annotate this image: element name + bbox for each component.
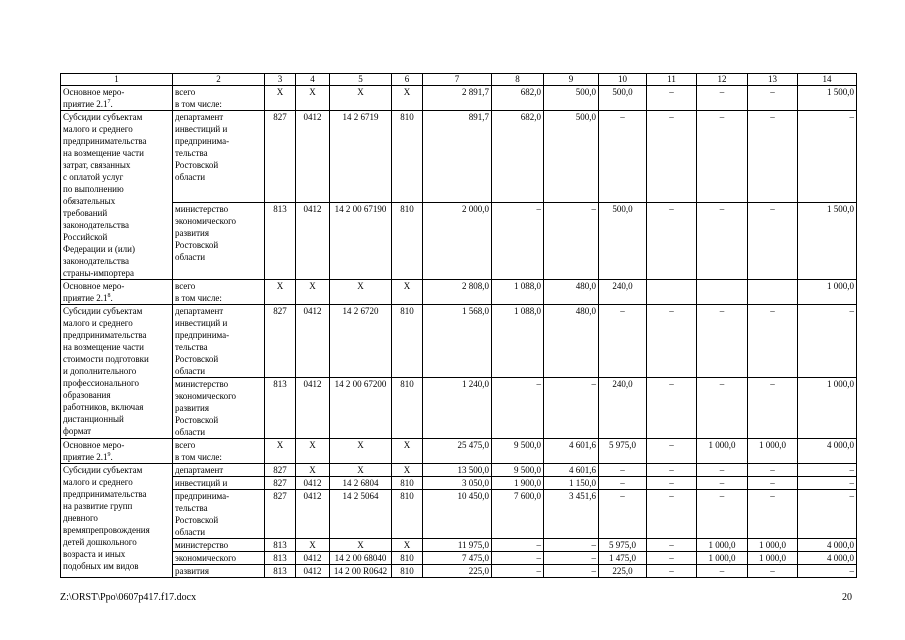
- description-line: на развитие групп: [63, 501, 133, 511]
- value-cell: 810: [392, 378, 423, 439]
- value-cell: 240,0: [599, 378, 647, 439]
- table-row: [61, 439, 857, 464]
- value-cell: –: [647, 111, 697, 203]
- value-cell: 480,0: [544, 280, 599, 305]
- executor-line: области: [175, 427, 206, 437]
- executor-line: Ростовской: [175, 354, 219, 364]
- value-cell: 25 475,0: [423, 439, 492, 464]
- value-cell: 1 000,0: [748, 439, 798, 464]
- value-cell: –: [599, 305, 647, 378]
- description-line: по выполнению: [63, 184, 124, 194]
- value-cell: [697, 280, 748, 305]
- description-line: требований: [63, 208, 108, 218]
- value-cell: 1 500,0: [798, 86, 857, 111]
- executor-line: в том числе:: [175, 452, 222, 462]
- value-cell: –: [798, 305, 857, 378]
- table-row: [61, 477, 857, 490]
- value-cell: Х: [296, 439, 330, 464]
- value-cell: 0412: [296, 477, 330, 490]
- executor-cell: [173, 305, 265, 378]
- value-cell: 1 000,0: [697, 552, 748, 565]
- description-line: предпринимательства: [63, 489, 147, 499]
- executor-cell: [173, 111, 265, 203]
- value-cell: Х: [265, 439, 296, 464]
- budget-table-page: [60, 73, 856, 578]
- value-cell: 1 500,0: [798, 203, 857, 280]
- description-line: стоимости подготовки: [63, 354, 149, 364]
- value-cell: 9 500,0: [492, 464, 544, 477]
- value-cell: 810: [392, 552, 423, 565]
- value-cell: 480,0: [544, 305, 599, 378]
- value-cell: 14 2 00 68040: [330, 552, 392, 565]
- event-title-line: [63, 86, 170, 98]
- column-header: 9: [544, 74, 599, 86]
- description-line: обязательных: [63, 196, 116, 206]
- table-row: [61, 305, 857, 378]
- description-line: малого и среднего: [63, 477, 133, 487]
- value-cell: –: [697, 378, 748, 439]
- event-description: [61, 464, 173, 578]
- value-cell: 0412: [296, 490, 330, 539]
- value-cell: 1 000,0: [697, 439, 748, 464]
- description-line: формат: [63, 426, 92, 436]
- description-line: предпринимательства: [63, 136, 147, 146]
- description-line: детей дошкольного: [63, 537, 137, 547]
- event-title: [61, 280, 173, 305]
- executor-line: инвестиций и: [175, 124, 228, 134]
- description-line: Федерации и (или): [63, 244, 135, 254]
- value-cell: 11 975,0: [423, 539, 492, 552]
- value-cell: 810: [392, 111, 423, 203]
- executor-line: области: [175, 366, 206, 376]
- value-cell: –: [697, 565, 748, 578]
- value-cell: –: [492, 552, 544, 565]
- executor-line: развития: [175, 566, 210, 576]
- column-header: 6: [392, 74, 423, 86]
- event-title: [61, 439, 173, 464]
- description-line: на возмещение части: [63, 148, 144, 158]
- value-cell: [647, 280, 697, 305]
- value-cell: –: [647, 565, 697, 578]
- value-cell: Х: [265, 280, 296, 305]
- table-row: [61, 378, 857, 439]
- description-line: малого и среднего: [63, 318, 133, 328]
- column-header: 14: [798, 74, 857, 86]
- executor-line: департамент: [175, 465, 224, 475]
- description-line: с оплатой услуг: [63, 172, 124, 182]
- value-cell: 14 2 6719: [330, 111, 392, 203]
- value-cell: Х: [330, 539, 392, 552]
- value-cell: –: [748, 203, 798, 280]
- event-title-line: [63, 292, 170, 304]
- event-description: [61, 305, 173, 439]
- value-cell: 813: [265, 565, 296, 578]
- column-header: 11: [647, 74, 697, 86]
- value-cell: 1 000,0: [798, 280, 857, 305]
- value-cell: –: [748, 86, 798, 111]
- description-line: образования: [63, 390, 111, 400]
- value-cell: 4 601,6: [544, 439, 599, 464]
- value-cell: 0412: [296, 565, 330, 578]
- table-row: [61, 464, 857, 477]
- table-row: [61, 86, 857, 111]
- description-line: затрат, связанных: [63, 160, 131, 170]
- value-cell: 500,0: [544, 86, 599, 111]
- value-cell: Х: [392, 439, 423, 464]
- value-cell: 1 150,0: [544, 477, 599, 490]
- value-cell: 13 500,0: [423, 464, 492, 477]
- value-cell: Х: [296, 464, 330, 477]
- value-cell: –: [544, 552, 599, 565]
- executor-line: Ростовской: [175, 160, 219, 170]
- value-cell: 891,7: [423, 111, 492, 203]
- executor-line: в том числе:: [175, 99, 222, 109]
- value-cell: –: [798, 490, 857, 539]
- value-cell: –: [798, 464, 857, 477]
- value-cell: 0412: [296, 305, 330, 378]
- value-cell: –: [798, 477, 857, 490]
- value-cell: –: [599, 464, 647, 477]
- value-cell: 14 2 00 67190: [330, 203, 392, 280]
- event-title-suffix: .: [110, 99, 113, 109]
- executor-cell: [173, 464, 265, 477]
- executor-line: министерство: [175, 379, 229, 389]
- value-cell: –: [492, 378, 544, 439]
- description-line: предпринимательства: [63, 330, 147, 340]
- value-cell: 14 2 6804: [330, 477, 392, 490]
- value-cell: 810: [392, 565, 423, 578]
- value-cell: Х: [296, 86, 330, 111]
- executor-cell: [173, 552, 265, 565]
- value-cell: 827: [265, 464, 296, 477]
- column-header: 8: [492, 74, 544, 86]
- value-cell: 14 2 6720: [330, 305, 392, 378]
- page-number: 20: [842, 592, 852, 603]
- value-cell: –: [492, 565, 544, 578]
- value-cell: 240,0: [599, 280, 647, 305]
- value-cell: –: [748, 565, 798, 578]
- value-cell: 4 000,0: [798, 552, 857, 565]
- executor-line: Ростовской: [175, 415, 219, 425]
- value-cell: Х: [392, 539, 423, 552]
- value-cell: 810: [392, 477, 423, 490]
- value-cell: Х: [265, 86, 296, 111]
- value-cell: –: [748, 490, 798, 539]
- executor-cell: [173, 378, 265, 439]
- value-cell: 827: [265, 305, 296, 378]
- value-cell: Х: [330, 86, 392, 111]
- event-title-sup: 9: [107, 452, 111, 458]
- description-line: времяпрепровождения: [63, 525, 150, 535]
- value-cell: 2 808,0: [423, 280, 492, 305]
- value-cell: 813: [265, 539, 296, 552]
- event-title-text: приятие 2.1: [63, 452, 108, 462]
- value-cell: –: [798, 565, 857, 578]
- value-cell: 1 240,0: [423, 378, 492, 439]
- description-line: профессионального: [63, 378, 139, 388]
- column-header: 10: [599, 74, 647, 86]
- value-cell: 0412: [296, 552, 330, 565]
- value-cell: 0412: [296, 111, 330, 203]
- column-header: 3: [265, 74, 296, 86]
- executor-line: всего: [175, 87, 196, 97]
- value-cell: Х: [392, 464, 423, 477]
- value-cell: –: [647, 477, 697, 490]
- executor-line: всего: [175, 440, 196, 450]
- value-cell: 813: [265, 378, 296, 439]
- executor-cell: [173, 565, 265, 578]
- value-cell: 225,0: [423, 565, 492, 578]
- description-line: Российской: [63, 232, 108, 242]
- value-cell: –: [599, 477, 647, 490]
- value-cell: –: [798, 111, 857, 203]
- table-row: [61, 539, 857, 552]
- value-cell: 4 000,0: [798, 439, 857, 464]
- value-cell: –: [647, 490, 697, 539]
- value-cell: Х: [330, 464, 392, 477]
- value-cell: –: [748, 464, 798, 477]
- executor-line: всего: [175, 281, 196, 291]
- event-description: [61, 111, 173, 280]
- value-cell: –: [748, 111, 798, 203]
- executor-cell: [173, 490, 265, 539]
- description-line: Субсидии субъектам: [63, 465, 143, 475]
- value-cell: 7 475,0: [423, 552, 492, 565]
- executor-line: Ростовской: [175, 515, 219, 525]
- value-cell: 4 000,0: [798, 539, 857, 552]
- value-cell: –: [544, 203, 599, 280]
- executor-line: предпринима-: [175, 330, 230, 340]
- event-title-sup: 7: [107, 99, 111, 105]
- event-title-line: [63, 98, 170, 110]
- description-line: дневного: [63, 513, 98, 523]
- value-cell: 500,0: [544, 111, 599, 203]
- value-cell: 827: [265, 111, 296, 203]
- value-cell: 7 600,0: [492, 490, 544, 539]
- executor-line: тельства: [175, 148, 208, 158]
- executor-line: министерство: [175, 540, 229, 550]
- value-cell: 1 088,0: [492, 305, 544, 378]
- executor-cell: [173, 539, 265, 552]
- value-cell: 5 975,0: [599, 539, 647, 552]
- description-line: на возмещение части: [63, 342, 144, 352]
- executor-line: экономического: [175, 216, 237, 227]
- value-cell: 225,0: [599, 565, 647, 578]
- executor-line: департамент: [175, 112, 224, 122]
- value-cell: Х: [392, 86, 423, 111]
- value-cell: –: [492, 539, 544, 552]
- value-cell: [748, 280, 798, 305]
- value-cell: –: [647, 378, 697, 439]
- value-cell: 5 975,0: [599, 439, 647, 464]
- value-cell: –: [748, 305, 798, 378]
- value-cell: 1 000,0: [697, 539, 748, 552]
- value-cell: –: [647, 203, 697, 280]
- table-row: [61, 565, 857, 578]
- executor-line: инвестиций и: [175, 318, 228, 328]
- value-cell: 500,0: [599, 86, 647, 111]
- description-line: возраста и иных: [63, 549, 126, 559]
- value-cell: Х: [296, 539, 330, 552]
- table-row: [61, 111, 857, 203]
- value-cell: 2 891,7: [423, 86, 492, 111]
- value-cell: Х: [296, 280, 330, 305]
- value-cell: Х: [330, 439, 392, 464]
- value-cell: –: [697, 305, 748, 378]
- value-cell: –: [697, 490, 748, 539]
- executor-line: инвестиций и: [175, 478, 228, 488]
- value-cell: 3 050,0: [423, 477, 492, 490]
- table-row: [61, 203, 857, 280]
- event-title-text: приятие 2.1: [63, 293, 108, 303]
- description-line: законодательства: [63, 220, 129, 230]
- executor-line: области: [175, 172, 206, 182]
- event-title-line: [63, 451, 170, 463]
- event-title-suffix: .: [110, 452, 113, 462]
- event-title-line: [63, 439, 170, 451]
- value-cell: –: [748, 477, 798, 490]
- value-cell: 1 000,0: [748, 539, 798, 552]
- value-cell: 4 601,6: [544, 464, 599, 477]
- event-title: [61, 86, 173, 111]
- value-cell: –: [647, 464, 697, 477]
- value-cell: –: [697, 477, 748, 490]
- column-header: 4: [296, 74, 330, 86]
- column-header: 1: [61, 74, 173, 86]
- executor-cell: [173, 280, 265, 305]
- value-cell: –: [647, 552, 697, 565]
- description-line: Субсидии субъектам: [63, 112, 143, 122]
- value-cell: 682,0: [492, 111, 544, 203]
- value-cell: 14 2 00 67200: [330, 378, 392, 439]
- value-cell: 813: [265, 203, 296, 280]
- executor-line: предпринима-: [175, 491, 230, 501]
- value-cell: 810: [392, 305, 423, 378]
- column-header: 2: [173, 74, 265, 86]
- value-cell: –: [647, 86, 697, 111]
- description-line: и дополнительного: [63, 366, 137, 376]
- value-cell: 810: [392, 490, 423, 539]
- column-header: 5: [330, 74, 392, 86]
- executor-line: развития: [175, 403, 210, 413]
- value-cell: 1 475,0: [599, 552, 647, 565]
- event-title-sup: 8: [107, 293, 111, 299]
- value-cell: 3 451,6: [544, 490, 599, 539]
- budget-table: [60, 73, 857, 578]
- executor-cell: [173, 86, 265, 111]
- value-cell: –: [647, 539, 697, 552]
- value-cell: –: [544, 539, 599, 552]
- value-cell: 500,0: [599, 203, 647, 280]
- executor-line: тельства: [175, 503, 208, 513]
- value-cell: 813: [265, 552, 296, 565]
- description-line: страны-импортера: [63, 268, 135, 278]
- value-cell: 827: [265, 490, 296, 539]
- executor-line: департамент: [175, 306, 224, 316]
- executor-cell: [173, 477, 265, 490]
- value-cell: Х: [392, 280, 423, 305]
- executor-line: области: [175, 527, 206, 537]
- executor-line: Ростовской: [175, 240, 219, 251]
- value-cell: 1 568,0: [423, 305, 492, 378]
- value-cell: 1 900,0: [492, 477, 544, 490]
- column-header: 12: [697, 74, 748, 86]
- executor-line: области: [175, 252, 206, 263]
- value-cell: 14 2 00 R0642: [330, 565, 392, 578]
- executor-line: в том числе:: [175, 293, 222, 303]
- value-cell: 14 2 5064: [330, 490, 392, 539]
- event-title-suffix: .: [110, 293, 113, 303]
- executor-cell: [173, 203, 265, 280]
- table-row: [61, 280, 857, 305]
- description-line: подобных им видов: [63, 561, 139, 571]
- value-cell: 682,0: [492, 86, 544, 111]
- executor-line: экономического: [175, 391, 237, 401]
- value-cell: 9 500,0: [492, 439, 544, 464]
- value-cell: –: [544, 378, 599, 439]
- table-row: [61, 490, 857, 539]
- document-path: Z:\ORST\Ppo\0607p417.f17.docx: [60, 592, 197, 603]
- header-row: [61, 74, 857, 86]
- value-cell: –: [697, 464, 748, 477]
- executor-line: развития: [175, 228, 210, 239]
- value-cell: 810: [392, 203, 423, 280]
- description-line: законодательства: [63, 256, 129, 266]
- event-title-text: Основное меро-: [63, 87, 125, 97]
- value-cell: –: [697, 203, 748, 280]
- value-cell: 1 000,0: [798, 378, 857, 439]
- description-line: Субсидии субъектам: [63, 306, 143, 316]
- executor-line: предпринима-: [175, 136, 230, 146]
- column-header: 13: [748, 74, 798, 86]
- value-cell: –: [748, 378, 798, 439]
- value-cell: –: [697, 111, 748, 203]
- value-cell: 1 088,0: [492, 280, 544, 305]
- value-cell: –: [647, 439, 697, 464]
- value-cell: –: [492, 203, 544, 280]
- value-cell: 827: [265, 477, 296, 490]
- description-line: работников, включая: [63, 402, 144, 412]
- executor-line: экономического: [175, 553, 237, 563]
- value-cell: –: [599, 490, 647, 539]
- value-cell: –: [544, 565, 599, 578]
- value-cell: 1 000,0: [748, 552, 798, 565]
- value-cell: Х: [330, 280, 392, 305]
- value-cell: 2 000,0: [423, 203, 492, 280]
- event-title-text: Основное меро-: [63, 281, 125, 291]
- value-cell: –: [697, 86, 748, 111]
- description-line: дистанционный: [63, 414, 124, 424]
- executor-line: тельства: [175, 342, 208, 352]
- executor-line: министерство: [175, 204, 229, 215]
- executor-cell: [173, 439, 265, 464]
- event-title-text: приятие 2.1: [63, 99, 108, 109]
- event-title-line: [63, 280, 170, 292]
- value-cell: 0412: [296, 378, 330, 439]
- description-line: малого и среднего: [63, 124, 133, 134]
- value-cell: –: [599, 111, 647, 203]
- value-cell: 10 450,0: [423, 490, 492, 539]
- table-row: [61, 552, 857, 565]
- value-cell: –: [647, 305, 697, 378]
- column-header: 7: [423, 74, 492, 86]
- event-title-text: Основное меро-: [63, 440, 125, 450]
- value-cell: 0412: [296, 203, 330, 280]
